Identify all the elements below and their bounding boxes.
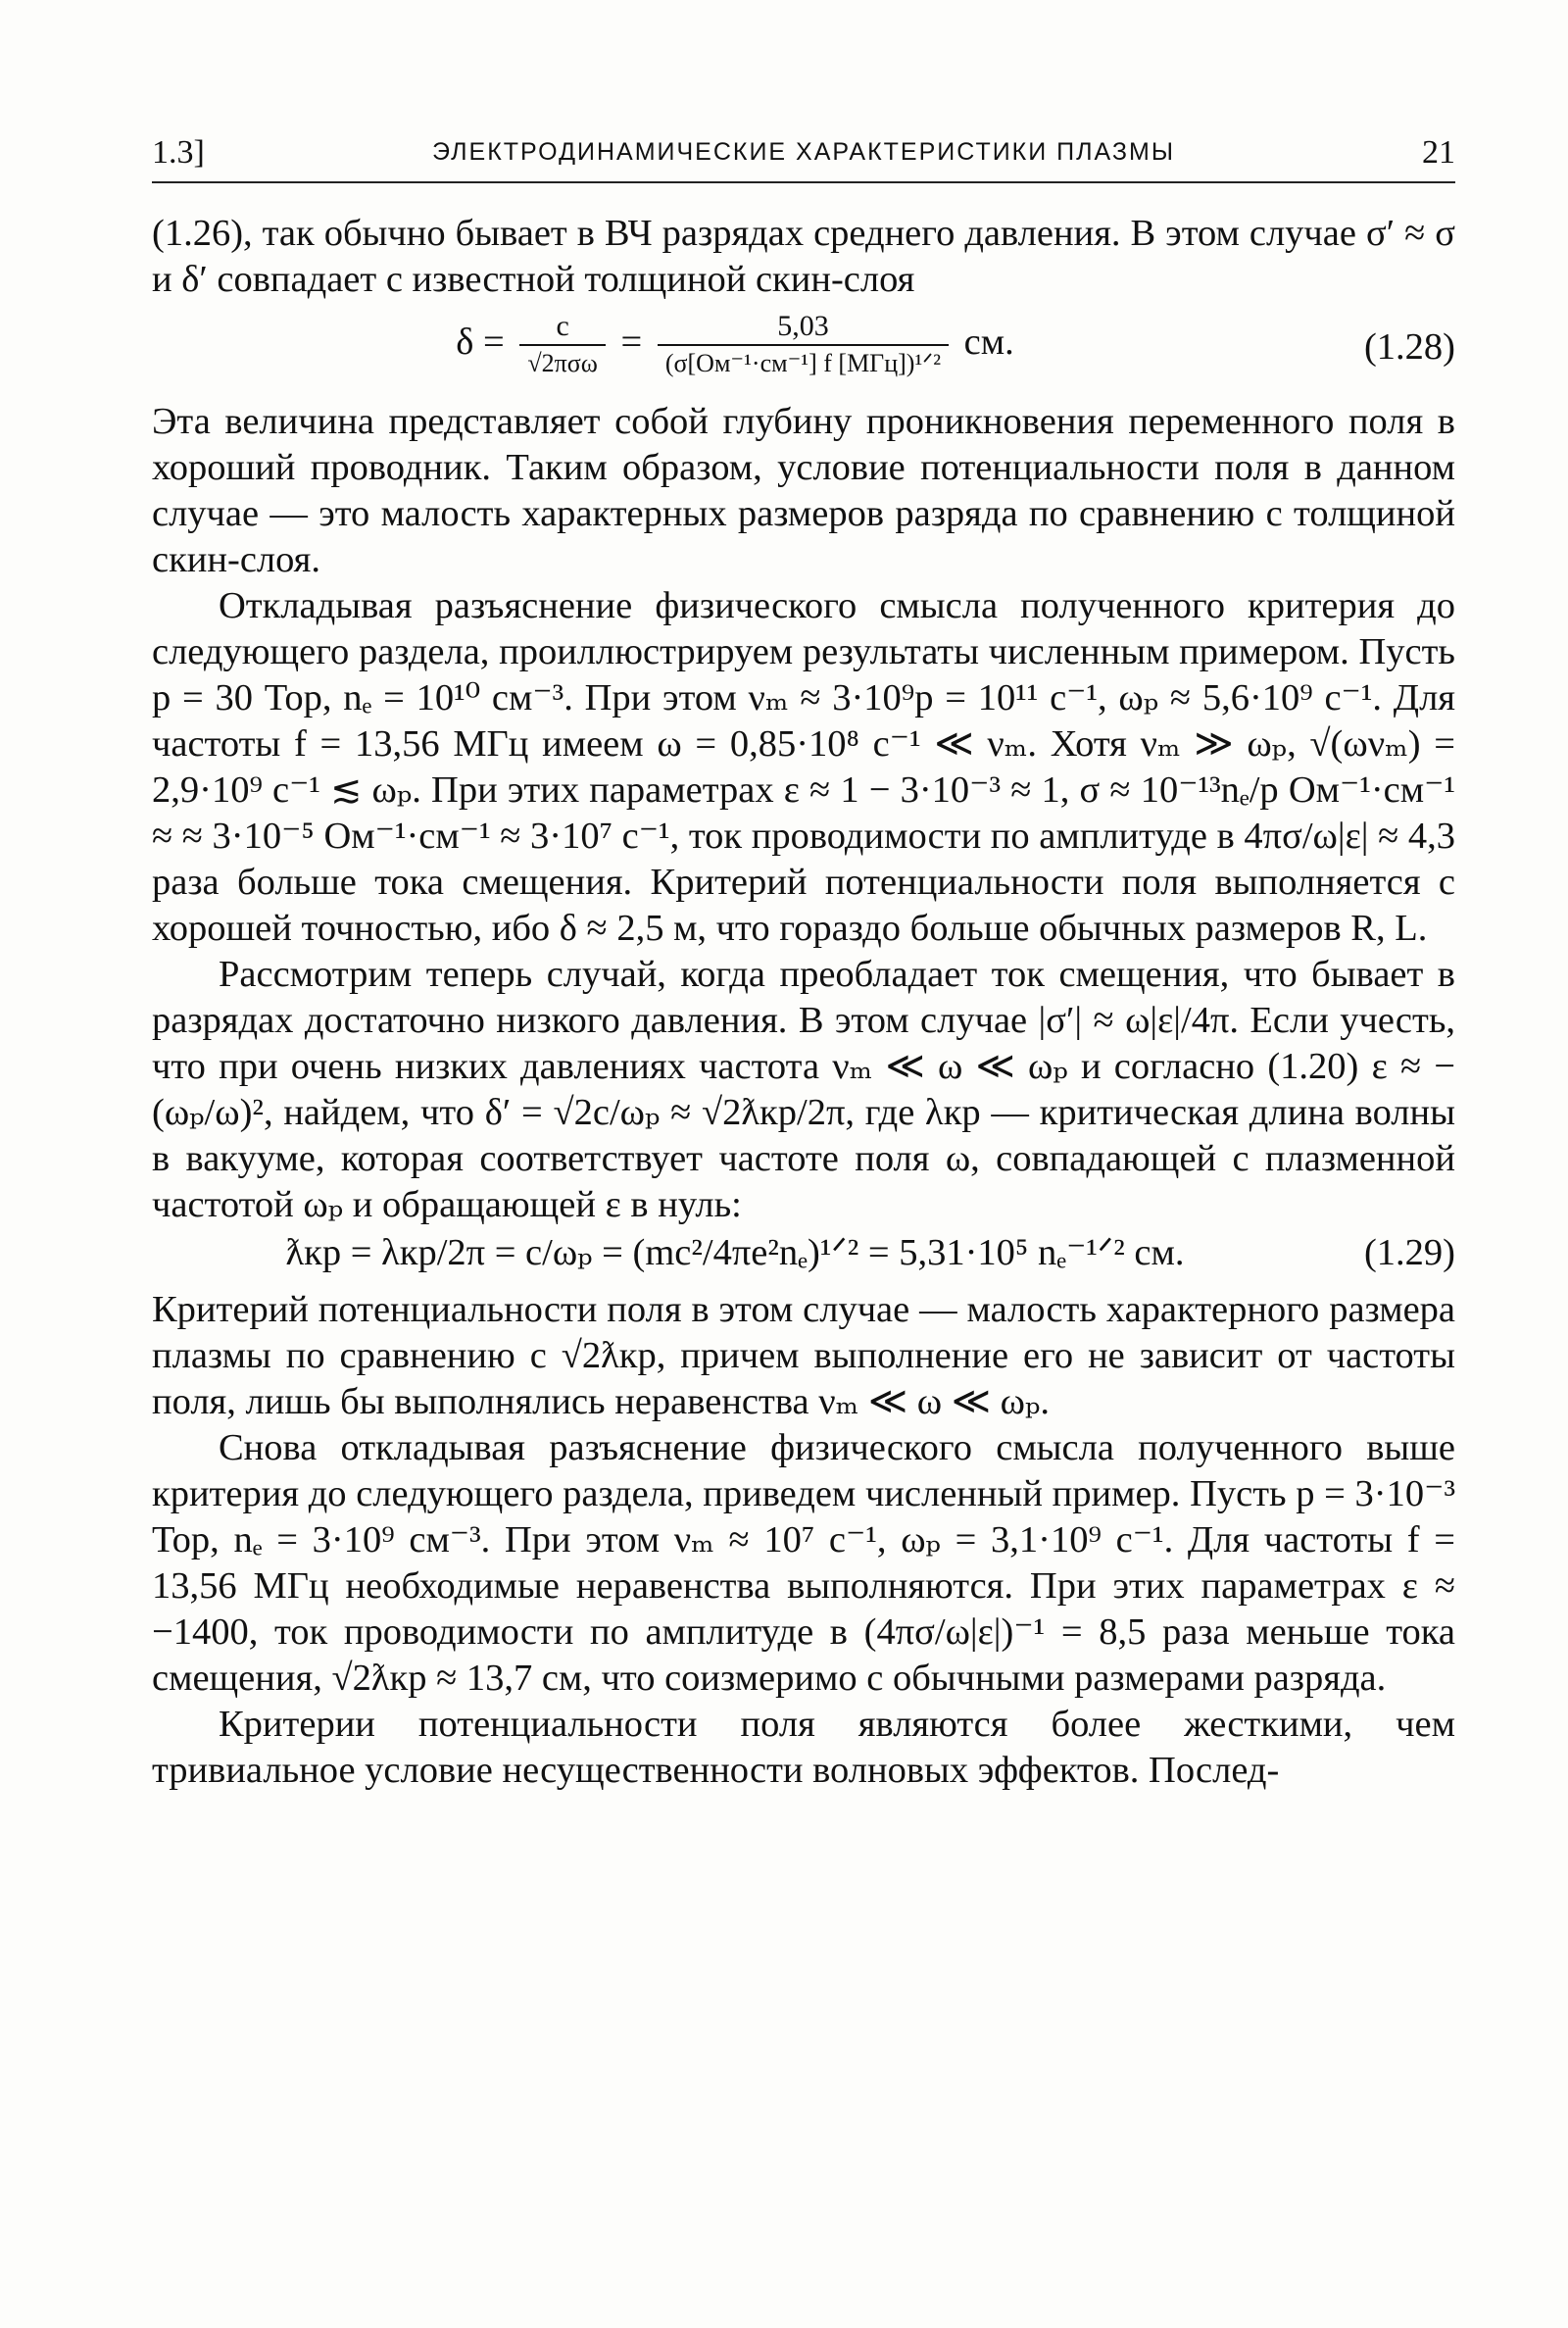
equation-number: (1.28) [1363, 326, 1455, 368]
equation-1-28 [152, 309, 1455, 393]
equation-expression: ƛкр = λкр/2π = c/ωₚ = (mc²/4πe²nₑ)¹ᐟ² = 5,31·10⁵ nₑ⁻¹ᐟ² см. [285, 1232, 1185, 1273]
fraction-numeric [658, 309, 949, 381]
equation-1-29 [152, 1230, 1455, 1285]
running-header [152, 130, 1455, 183]
fraction-denominator: (σ[Ом⁻¹·см⁻¹] f [МГц])¹ᐟ² [664, 349, 942, 377]
fraction-numerator: c [519, 309, 606, 346]
paragraph-2: Эта величина представляет собой глубину проникновения переменного поля в хороший проводник. Таким образом, условие потенциальности поля в данном случае — это малость характерных размеров разряда по сравнению с толщиной скин-слоя. [152, 401, 1455, 580]
fraction-c-over-root [519, 309, 606, 381]
paragraph-6: Снова откладывая разъяснение физического смысла полученного выше критерия до следующего раздела, приведем численный пример. Пусть p = 3·10⁻³ Тор, nₑ = 3·10⁹ см⁻³. При этом νₘ ≈ 10⁷ с⁻¹, ωₚ = 3,1·10⁹ с⁻¹. Для частоты f = 13,56 МГц необходимые неравенства выполняются. При этих параметрах ε ≈ −1400, ток проводимости по амплитуде в (4πσ/ω|ε|)⁻¹ = 8,5 раза меньше тока смещения, √2ƛкр ≈ 13,7 см, что соизмеримо с обычными размерами разряда. [152, 1427, 1455, 1699]
fraction-denominator: √2πσω [527, 349, 598, 377]
eq-equals: = [620, 321, 643, 363]
chapter-title: ЭЛЕКТРОДИНАМИЧЕСКИЕ ХАРАКТЕРИСТИКИ ПЛАЗМЫ [432, 138, 1175, 166]
paragraph-1: (1.26), так обычно бывает в ВЧ разрядах среднего давления. В этом случае σ′ ≈ σ и δ′ совпадает с известной толщиной скин-слоя [152, 213, 1455, 300]
paragraph-3: Откладывая разъяснение физического смысла полученного критерия до следующего раздела, проиллюстрируем результаты численным примером. Пусть p = 30 Тор, nₑ = 10¹⁰ см⁻³. При этом νₘ ≈ 3·10⁹p = 10¹¹ с⁻¹, ωₚ ≈ 5,6·10⁹ с⁻¹. Для частоты f = 13,56 МГц имеем ω = 0,85·10⁸ с⁻¹ ≪ νₘ. Хотя νₘ ≫ ωₚ, √(ωνₘ) = 2,9·10⁹ с⁻¹ ≲ ωₚ. При этих параметрах ε ≈ 1 − 3·10⁻³ ≈ 1, σ ≈ 10⁻¹³nₑ/p Ом⁻¹·см⁻¹ ≈ ≈ 3·10⁻⁵ Ом⁻¹·см⁻¹ ≈ 3·10⁷ с⁻¹, ток проводимости по амплитуде в 4πσ/ω|ε| ≈ 4,3 раза больше тока смещения. Критерий потенциальности поля выполняется с хорошей точностью, ибо δ ≈ 2,5 м, что гораздо больше обычных размеров R, L. [152, 585, 1455, 949]
page-number: 21 [1422, 134, 1455, 171]
paragraph-7: Критерии потенциальности поля являются более жесткими, чем тривиальное условие несущественности волновых эффектов. Послед- [152, 1704, 1455, 1791]
eq-lhs: δ = [456, 321, 505, 363]
equation-number: (1.29) [1363, 1232, 1455, 1273]
page-body [152, 211, 1455, 1794]
paragraph-5: Критерий потенциальности поля в этом случае — малость характерного размера плазмы по сравнению с √2ƛкр, причем выполнение его не зависит от частоты поля, лишь бы выполнялись неравенства νₘ ≪ ω ≪ ωₚ. [152, 1289, 1455, 1422]
paragraph-4: Рассмотрим теперь случай, когда преобладает ток смещения, что бывает в разрядах достаточно низкого давления. В этом случае |σ′| ≈ ω|ε|/4π. Если учесть, что при очень низких давлениях частота νₘ ≪ ω ≪ ωₚ и согласно (1.20) ε ≈ −(ωₚ/ω)², найдем, что δ′ = √2c/ωₚ ≈ √2ƛкр/2π, где λкр — критическая длина волны в вакууме, которая соответствует частоте поля ω, совпадающей с плазменной частотой ωₚ и обращающей ε в нуль: [152, 954, 1455, 1225]
section-number: 1.3] [152, 134, 205, 171]
eq-unit: см. [963, 321, 1014, 363]
fraction-numerator: 5,03 [658, 309, 949, 346]
